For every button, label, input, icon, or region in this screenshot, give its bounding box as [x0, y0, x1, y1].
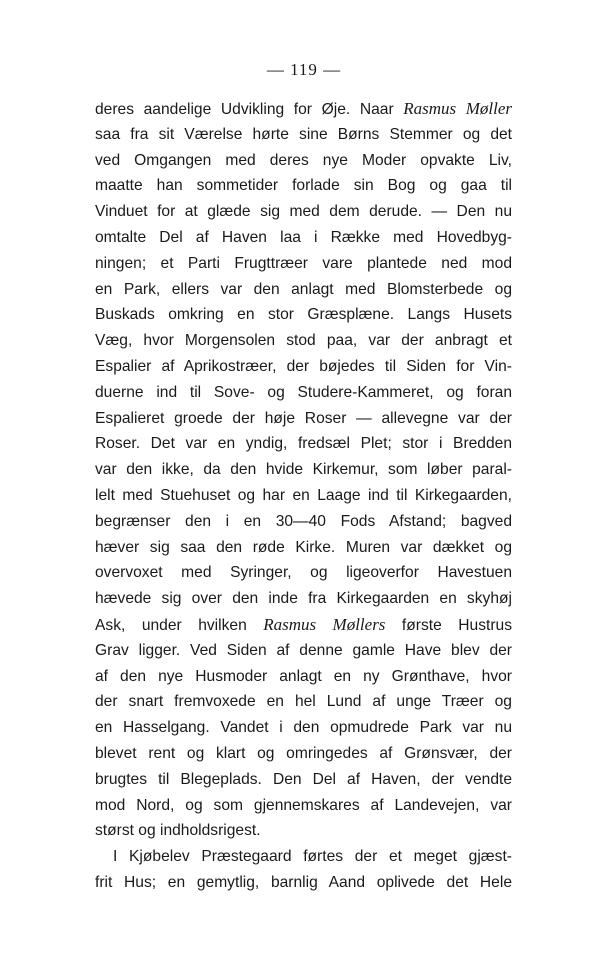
text-segment: en Hasselgang. Vandet i den opmudrede Park var nu [95, 719, 512, 737]
text-line [95, 560, 512, 586]
text-segment: der snart fremvoxede en hel Lund af unge Træer og [95, 693, 512, 711]
text-segment: Væg, hvor Morgensolen stod paa, var der anbragt et [95, 332, 512, 350]
text-line [95, 586, 512, 612]
text-line [95, 483, 512, 509]
text-segment: overvoxet med Syringer, og ligeoverfor Havestuen [95, 564, 512, 582]
text-segment: hævede sig over den inde fra Kirkegaarden en skyhøj [95, 590, 512, 608]
text-line [95, 328, 512, 354]
text-segment: deres aandelige Udvikling for Øje. Naar [95, 101, 404, 118]
text-segment: af den nye Husmoder anlagt en ny Grønthave, hvor [95, 667, 512, 685]
text-segment: Buskads omkring en stor Græsplæne. Langs Husets [95, 306, 512, 324]
text-line [95, 638, 512, 664]
body-text [95, 96, 512, 896]
text-segment: ved Omgangen med deres nye Moder opvakte Liv, [95, 151, 512, 169]
text-line [95, 818, 512, 844]
text-segment: begrænser den i en 30—40 Fods Afstand; bagved [95, 512, 512, 530]
text-line [95, 173, 512, 199]
text-segment: Ask, under hvilken [95, 616, 264, 634]
text-segment: Roser. Det var en yndig, fredsæl Plet; stor i Bredden [95, 435, 512, 453]
text-line [95, 96, 512, 122]
text-segment: duerne ind til Sove- og Studere-Kammeret, og foran [95, 383, 512, 401]
paragraph [95, 96, 512, 844]
text-segment: frit Hus; en gemytlig, barnlig Aand oplivede det Hele [95, 873, 512, 891]
text-line [95, 431, 512, 457]
text-segment: maatte han sommetider forlade sin Bog og gaa til [95, 177, 512, 195]
text-segment: Grav ligger. Ved Siden af denne gamle Have blev der [95, 641, 512, 659]
text-line [95, 251, 512, 277]
text-line [95, 844, 512, 870]
text-line [95, 148, 512, 174]
text-segment: omtalte Del af Haven laa i Række med Hovedbyg- [95, 228, 512, 246]
text-segment: første Hustrus [385, 616, 513, 634]
text-segment: Espalier af Aprikostræer, der bøjedes til Siden for Vin- [95, 357, 512, 375]
text-line [95, 870, 512, 896]
text-segment: ningen; et Parti Frugttræer vare plantede ned mod [95, 254, 512, 272]
text-line [95, 199, 512, 225]
text-line [95, 354, 512, 380]
text-segment: mod Nord, og som gjennemskares af Landevejen, var [95, 796, 512, 814]
text-line [95, 767, 512, 793]
text-segment: var den ikke, da den hvide Kirkemur, som løber paral- [95, 461, 512, 479]
text-line [95, 741, 512, 767]
paragraph [95, 844, 512, 896]
text-segment: brugtes til Blegeplads. Den Del af Haven, der vendte [95, 770, 512, 788]
text-line [95, 612, 512, 638]
text-segment: lelt med Stuehuset og har en Laage ind til Kirkegaarden, [95, 486, 512, 504]
text-line [95, 302, 512, 328]
text-line [95, 277, 512, 303]
text-line [95, 457, 512, 483]
text-line [95, 689, 512, 715]
text-segment: størst og indholdsrigest. [95, 822, 261, 840]
text-line [95, 122, 512, 148]
text-line [95, 406, 512, 432]
text-line [95, 225, 512, 251]
text-line [95, 380, 512, 406]
text-line [95, 793, 512, 819]
text-segment: blevet rent og klart og omringedes af Grønsvær, der [95, 744, 512, 762]
text-segment: hæver sig saa den røde Kirke. Muren var dækket og [95, 538, 512, 556]
page-number: — 119 — [266, 60, 342, 79]
text-line [95, 715, 512, 741]
text-segment: I Kjøbelev Præstegaard førtes der et meget gjæst- [113, 848, 512, 866]
text-segment: en Park, ellers var den anlagt med Blomsterbede og [95, 280, 512, 298]
text-line [95, 509, 512, 535]
person-name: Rasmus Møller [403, 99, 512, 118]
person-name: Rasmus Møllers [263, 614, 386, 634]
text-segment: Espalieret groede der høje Roser — allevegne var der [95, 409, 512, 427]
text-segment: Vinduet for at glæde sig med dem derude. — Den nu [95, 203, 512, 221]
text-line [95, 535, 512, 561]
text-segment: saa fra sit Værelse hørte sine Børns Stemmer og det [95, 125, 512, 143]
text-line [95, 664, 512, 690]
